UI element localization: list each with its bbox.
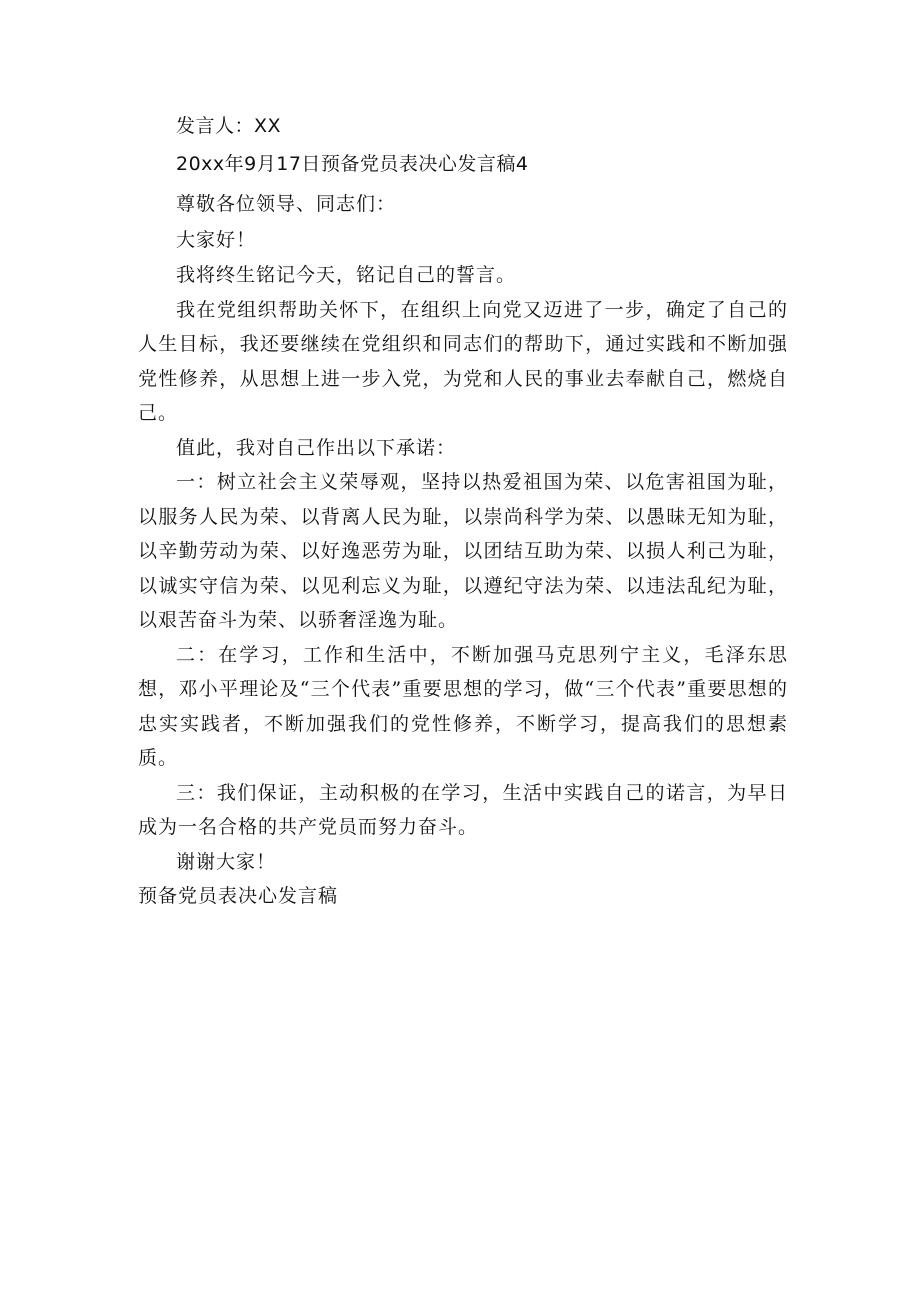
paragraph-commitment-two: 二：在学习，工作和生活中，不断加强马克思列宁主义，毛泽东思想，邓小平理论及“三个代表”重要思想的学习，做“三个代表”重要思想的忠实实践者，不断加强我们的党性修养，不断学习，提高我们的思想素质。 (138, 643, 788, 769)
footer-title: 预备党员表决心发言稿 (138, 885, 339, 907)
speaker-line: 发言人：XX (176, 115, 282, 137)
paragraph-commitment-three: 三：我们保证，主动积极的在学习，生活中实践自己的诺言，为早日成为一名合格的共产党员而努力奋斗。 (138, 781, 788, 838)
paragraph-thanks: 谢谢大家！ (176, 850, 277, 873)
paragraph-goal: 我在党组织帮助关怀下，在组织上向党又迈进了一步，确定了自己的人生目标，我还要继续在党组织和同志们的帮助下，通过实践和不断加强党性修养，从思想上进一步入党，为党和人民的事业去奉献自己，燃烧自己。 (138, 298, 788, 424)
date-title-line: 20xx年9月17日预备党员表决心发言稿4 (176, 153, 529, 175)
greeting: 大家好！ (176, 229, 257, 251)
paragraph-commitment-one: 一：树立社会主义荣辱观，坚持以热爱祖国为荣、以危害祖国为耻，以服务人民为荣、以背离人民为耻，以崇尚科学为荣、以愚昧无知为耻，以辛勤劳动为荣、以好逸恶劳为耻，以团结互助为荣、以损人利己为耻，以诚实守信为荣、以见利忘义为耻，以遵纪守法为荣、以违法乱纪为耻，以艰苦奋斗为荣、以骄奢淫逸为耻。 (138, 471, 788, 631)
document-page (138, 108, 788, 913)
salutation: 尊敬各位领导、同志们： (176, 193, 397, 215)
paragraph-commitment-intro: 值此，我对自己作出以下承诺： (176, 436, 457, 459)
paragraph-oath: 我将终生铭记今天，铭记自己的誓言。 (176, 264, 517, 286)
